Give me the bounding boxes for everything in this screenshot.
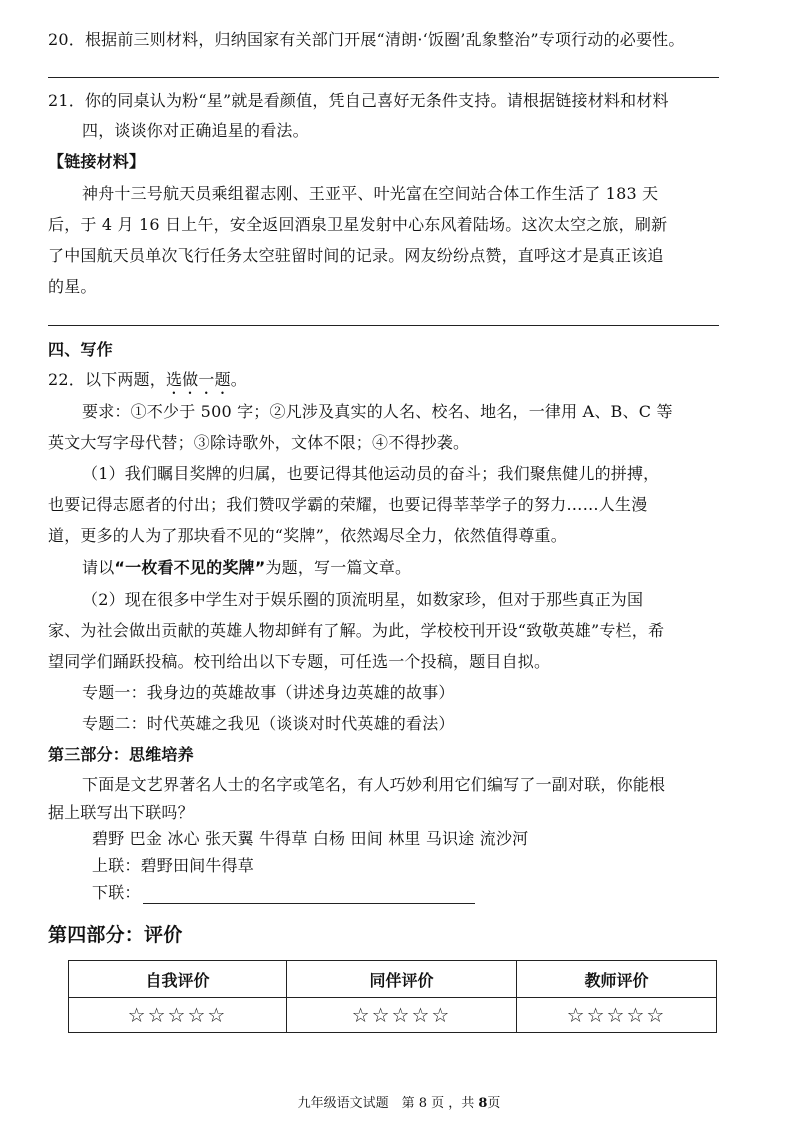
option-2-line2: 家、为社会做出贡献的英雄人物却鲜有了解。为此，学校校刊开设“致敬英雄”专栏，希 [48,621,665,640]
option-1-prompt-pre: 请以 [82,558,115,577]
option-2-line1: （2）现在很多中学生对于娱乐圈的顶流明星，如数家珍，但对于那些真正为国 [82,590,644,609]
topic-1: 专题一：我身边的英雄故事（讲述身边英雄的故事） [82,683,455,702]
footer-suffix: 页 [487,1096,501,1111]
couplet-lower [92,882,764,904]
writing-section-title: 四、写作 [48,340,113,359]
topic-2: 专题二：时代英雄之我见（谈谈对时代英雄的看法） [82,714,455,733]
footer-total-pages: 8 [478,1096,488,1111]
header-self-evaluation: 自我评价 [69,961,287,998]
self-rating-stars[interactable]: ☆☆☆☆☆ [69,998,287,1033]
couplet-names: 碧野 巴金 冰心 张天翼 牛得草 白杨 田间 林里 马识途 流沙河 [92,829,529,848]
evaluation-stars-row [69,998,717,1033]
evaluation-table [68,960,717,1033]
option-1-line2: 也要记得志愿者的付出；我们赞叹学霸的荣耀，也要记得莘莘学子的努力……人生漫 [48,495,648,514]
answer-line-20 [48,77,719,78]
link-material-line3: 了中国航天员单次飞行任务太空驻留时间的记录。网友纷纷点赞，直呼这才是真正该追 [48,246,664,265]
question-22-emphasis: 选做一题 [165,370,231,389]
part3-intro-line2: 据上联写出下联吗？ [48,803,194,822]
part4-title: 第四部分：评价 [48,924,183,946]
page-footer [0,1092,798,1111]
peer-rating-stars[interactable]: ☆☆☆☆☆ [287,998,517,1033]
couplet-upper: 上联：碧野田间牛得草 [92,856,255,875]
option-1-line3: 道，更多的人为了那块看不见的“奖牌”，依然竭尽全力，依然值得尊重。 [48,526,567,545]
link-material-line2: 后，于 4 月 16 日上午，安全返回酒泉卫星发射中心东风着陆场。这次太空之旅，刷新 [48,215,668,234]
requirements-line2: 英文大写字母代替；③除诗歌外，文体不限；④不得抄袭。 [48,433,470,452]
option-1-prompt-post: 为题，写一篇文章。 [265,558,412,577]
question-21-line1: 21．你的同桌认为粉“星”就是看颜值，凭自己喜好无条件支持。请根据链接材料和材料 [48,91,669,110]
question-21-line2: 四，谈谈你对正确追星的看法。 [82,121,309,140]
header-teacher-evaluation: 教师评价 [517,961,717,998]
option-1-line1: （1）我们瞩目奖牌的归属，也要记得其他运动员的奋斗；我们聚焦健儿的拼搏， [82,464,660,483]
question-22 [48,369,720,398]
option-2-line3: 望同学们踊跃投稿。校刊给出以下专题，可任选一个投稿，题目自拟。 [48,652,551,671]
teacher-rating-stars[interactable]: ☆☆☆☆☆ [517,998,717,1033]
part3-title: 第三部分：思维培养 [48,745,194,764]
link-material-line4: 的星。 [48,277,97,296]
question-22-suffix: 。 [230,370,247,389]
requirements-line1: 要求：①不少于 500 字；②凡涉及真实的人名、校名、地名，一律用 A、B、C 等 [82,402,673,421]
couplet-lower-blank [143,885,475,904]
header-peer-evaluation: 同伴评价 [287,961,517,998]
footer-text: 九年级语文试题 第 8 页 ，共 [297,1096,479,1111]
option-1-prompt [82,557,754,579]
link-material-title: 【链接材料】 [48,152,146,171]
option-1-essay-title: “一枚看不见的奖牌” [114,558,266,577]
answer-line-21 [48,325,719,326]
question-20: 20．根据前三则材料，归纳国家有关部门开展“清朗·‘饭圈’乱象整治”专项行动的必要性。 [48,30,685,49]
question-22-prefix: 22．以下两题， [48,370,166,389]
part3-intro-line1: 下面是文艺界著名人士的名字或笔名，有人巧妙利用它们编写了一副对联，你能根 [82,775,666,794]
link-material-line1: 神舟十三号航天员乘组翟志刚、王亚平、叶光富在空间站合体工作生活了 183 天 [82,184,659,203]
couplet-lower-label: 下联： [92,883,141,902]
evaluation-header-row [69,961,717,998]
